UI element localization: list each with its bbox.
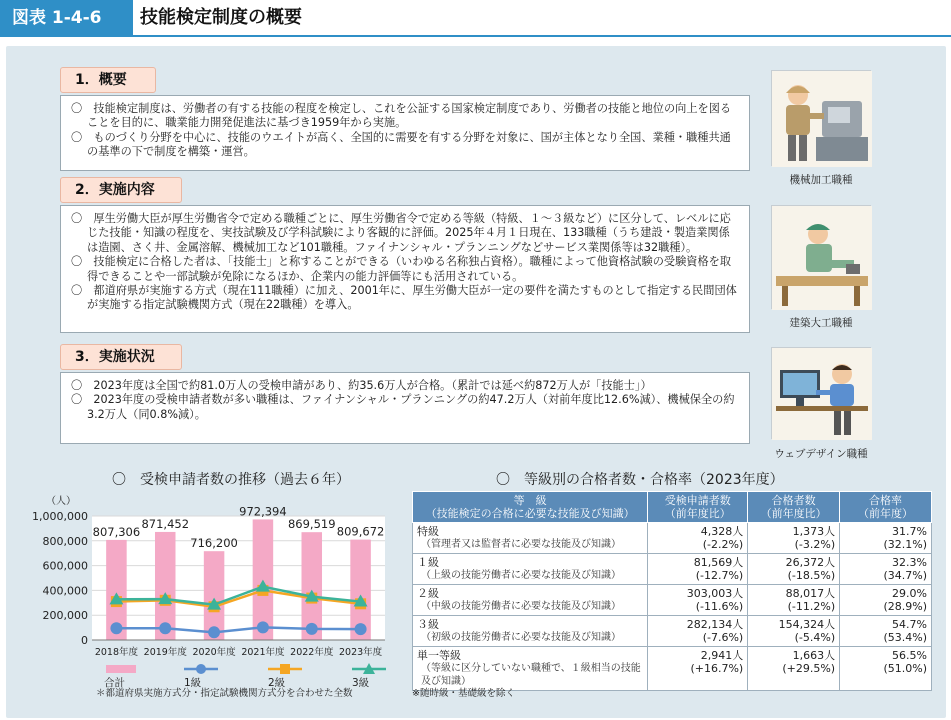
- x-tick-label: 2019年度: [143, 647, 187, 658]
- y-tick-label: 800,000: [42, 534, 88, 548]
- applicants-change: (+16.7%): [690, 662, 744, 675]
- legend-swatch-line: [268, 663, 302, 675]
- grade-cell: [413, 616, 648, 647]
- section-2-bullet: 〇 厚生労働大臣が厚生労働省令で定める職種ごとに、厚生労働省令で定める等級（特級、１～３級など）に区分して、レベルに応じた技能・知識の程度を、実技試験及び学科試験により客観的に評価。2025年４月１日現在、133職種（うち建設・製造業関係は造園、さく井、金属溶解、機械加工など101職種。ファイナンシャル・プランニングなどサービス業関係等は32職種）。: [71, 212, 731, 254]
- applicants-change: (-11.6%): [695, 600, 744, 613]
- point-1kyu: [306, 623, 318, 635]
- pass-rate-previous: (53.4%): [883, 631, 927, 644]
- table-header-row: [413, 492, 932, 523]
- x-tick-label: 2021年度: [241, 647, 285, 658]
- machining-worker-illustration: [771, 70, 871, 166]
- y-tick-label: 0: [81, 634, 88, 647]
- pass-rate-value: 54.7%: [892, 618, 927, 631]
- point-1kyu: [257, 621, 269, 633]
- pass-rate-cell: [840, 523, 932, 554]
- grade-description: （初級の技能労働者に必要な技能及び知識）: [421, 632, 621, 643]
- applicants-value: 2,941人: [700, 649, 744, 662]
- x-tick-label: 2018年度: [94, 647, 139, 658]
- section-1-bullet: 〇 技能検定制度は、労働者の有する技能の程度を検定し、これを公証する国家検定制度であり、労働者の技能と地位の向上を図ることを目的に、職業能力開発促進法に基づき1959年から実施。: [71, 102, 732, 130]
- grade-cell: [413, 554, 648, 585]
- section-2-bullet: 〇 技能検定に合格した者は、「技能士」と称することができる（いわゆる名称独占資格）。職種によって他資格試験の受験資格を取得できることや一部試験が免除になるほか、企業内の能力評価等にも活用されている。: [71, 255, 732, 283]
- table-row: [413, 616, 932, 647]
- applicants-cell: [648, 616, 748, 647]
- section-2-bullet: 〇 都道府県が実施する方式（現在111職種）に加え、2001年に、厚生労働大臣が一定の要件を満たすものとして指定する民間団体が実施する指定試験機関方式（現在22職種）を導入。: [71, 284, 737, 312]
- figure-title: 技能検定制度の概要: [140, 7, 302, 28]
- table-row: [413, 554, 932, 585]
- table-row: [413, 523, 932, 554]
- applicants-value: 282,134人: [686, 618, 744, 631]
- table-row: [413, 647, 932, 691]
- x-tick-label: 2020年度: [192, 647, 236, 658]
- passers-cell: [748, 647, 840, 691]
- legend-label: 1級: [184, 677, 202, 689]
- y-tick-label: 600,000: [42, 559, 88, 573]
- y-tick-label: 400,000: [42, 584, 88, 598]
- passers-value: 26,372人: [785, 556, 836, 569]
- section-1-heading: 1．概要: [60, 67, 156, 93]
- passers-value: 1,373人: [792, 525, 836, 538]
- section-3-bullet: 〇 2023年度は全国で約81.0万人の受検申請があり、約35.6万人が合格。（累計では延べ約872万人が「技能士」）: [71, 379, 652, 392]
- point-1kyu: [355, 623, 367, 635]
- machining-caption: 機械加工職種: [789, 174, 853, 186]
- pass-rate-cell: [840, 585, 932, 616]
- applicants-value: 81,569人: [693, 556, 744, 569]
- section-1-box: [60, 95, 750, 171]
- grade-cell: [413, 585, 648, 616]
- grade-description: （等級に区分していない職種で、１級相当の技能及び知識）: [421, 663, 641, 687]
- passers-change: (+29.5%): [782, 662, 836, 675]
- pass-rate-value: 32.3%: [892, 556, 927, 569]
- bar-data-label: 716,200: [190, 536, 238, 551]
- section-2-heading: 2．実施内容: [60, 177, 182, 203]
- header-rule: [0, 35, 951, 37]
- legend-label: 3級: [352, 677, 370, 689]
- y-tick-label: 200,000: [42, 609, 88, 623]
- passers-value: 88,017人: [785, 587, 836, 600]
- section-3-bullet: 〇 2023年度の受検申請者数が多い職種は、ファイナンシャル・プランニングの約47.2万人（対前年度比12.6%減）、機械保全の約3.2万人（同0.8%減）。: [71, 393, 735, 421]
- legend-item: [352, 663, 386, 690]
- applicants-cell: [648, 554, 748, 585]
- applicants-change: (-2.2%): [702, 538, 744, 551]
- passers-change: (-3.2%): [794, 538, 836, 551]
- bar-data-label: 871,452: [141, 516, 190, 531]
- passers-value: 1,663人: [792, 649, 836, 662]
- point-1kyu: [110, 622, 122, 634]
- legend-label: 2級: [268, 677, 286, 689]
- y-axis-unit: （人）: [46, 496, 76, 507]
- grade-description: （上級の技能労働者に必要な技能及び知識）: [421, 570, 621, 581]
- pass-rate-previous: (51.0%): [883, 662, 927, 675]
- pass-rate-cell: [840, 554, 932, 585]
- pass-rate-previous: (28.9%): [883, 600, 927, 613]
- legend-swatch-bar: [104, 663, 138, 675]
- x-tick-label: 2023年度: [338, 647, 383, 658]
- pass-rate-previous: (32.1%): [883, 538, 927, 551]
- header-grade: 等 級 （技能検定の合格に必要な技能及び知識）: [413, 492, 648, 523]
- pass-rate-value: 29.0%: [892, 587, 927, 600]
- grade-name: 特級: [417, 525, 439, 538]
- passers-cell: [748, 523, 840, 554]
- grade-cell: [413, 647, 648, 691]
- header-passers: 合格者数 （前年度比）: [748, 492, 840, 523]
- table-row: [413, 585, 932, 616]
- web-designer-illustration: [771, 347, 871, 439]
- point-1kyu: [159, 622, 171, 634]
- passers-cell: [748, 616, 840, 647]
- pass-rate-value: 31.7%: [892, 525, 927, 538]
- table-title: 〇 等級別の合格者数・合格率（2023年度）: [496, 472, 784, 488]
- bar-data-label: 869,519: [287, 517, 336, 532]
- pass-rate-previous: (34.7%): [883, 569, 927, 582]
- legend-label: 合計: [104, 677, 125, 689]
- section-1-bullet: 〇 ものづくり分野を中心に、技能のウエイトが高く、全国的に需要を有する分野を対象に、国が主体となり全国、業種・職種共通の基準の下で制度を構築・運営。: [71, 130, 731, 159]
- applicants-cell: [648, 647, 748, 691]
- pass-rate-value: 56.5%: [892, 649, 927, 662]
- legend-swatch-line: [352, 663, 386, 675]
- applicants-value: 4,328人: [700, 525, 744, 538]
- grade-cell: [413, 523, 648, 554]
- passers-cell: [748, 585, 840, 616]
- table-footnote: ※随時級・基礎級を除く: [412, 688, 515, 699]
- carpenter-illustration: [771, 205, 871, 309]
- grade-description: （管理者又は監督者に必要な技能及び知識）: [421, 539, 621, 550]
- passers-change: (-5.4%): [794, 631, 836, 644]
- figure-header: [0, 0, 951, 36]
- header-pass-rate: 合格率 （前年度）: [840, 492, 932, 523]
- grade-name: 単一等級: [417, 649, 461, 662]
- pass-rate-cell: [840, 616, 932, 647]
- grade-name: ２級: [417, 587, 439, 600]
- passers-cell: [748, 554, 840, 585]
- legend-swatch-line: [184, 663, 218, 675]
- pass-rate-cell: [840, 647, 932, 691]
- passers-change: (-11.2%): [787, 600, 836, 613]
- section-3-box: [60, 372, 750, 444]
- grade-name: １級: [417, 556, 439, 569]
- applicants-cell: [648, 523, 748, 554]
- chart-footnote: ＊都道府県実施方式分・指定試験機関方式分を合わせた全数: [96, 688, 353, 699]
- bar-data-label: 809,672: [336, 524, 385, 539]
- applicants-value: 303,003人: [686, 587, 744, 600]
- point-1kyu: [208, 626, 220, 638]
- x-tick-label: 2022年度: [290, 647, 334, 658]
- applicants-cell: [648, 585, 748, 616]
- figure-label: 図表 1-4-6: [0, 0, 133, 36]
- applicants-change: (-7.6%): [702, 631, 744, 644]
- web-designer-caption: ウェブデザイン職種: [774, 448, 868, 460]
- passers-change: (-18.5%): [787, 569, 836, 582]
- applicants-change: (-12.7%): [695, 569, 744, 582]
- chart-title: 〇 受検申請者数の推移（過去６年）: [112, 472, 350, 488]
- bar-data-label: 972,394: [239, 504, 287, 519]
- applicants-chart: [32, 494, 390, 664]
- bar-data-label: 807,306: [92, 524, 141, 539]
- header-applicants: 受検申請者数 （前年度比）: [648, 492, 748, 523]
- section-2-box: [60, 205, 750, 333]
- section-3-heading: 3．実施状況: [60, 344, 182, 370]
- grade-pass-rate-table: [412, 491, 932, 691]
- carpenter-caption: 建築大工職種: [789, 317, 853, 329]
- passers-value: 154,324人: [778, 618, 836, 631]
- grade-description: （中級の技能労働者に必要な技能及び知識）: [421, 601, 621, 612]
- grade-name: ３級: [417, 618, 439, 631]
- y-tick-label: 1,000,000: [32, 510, 88, 523]
